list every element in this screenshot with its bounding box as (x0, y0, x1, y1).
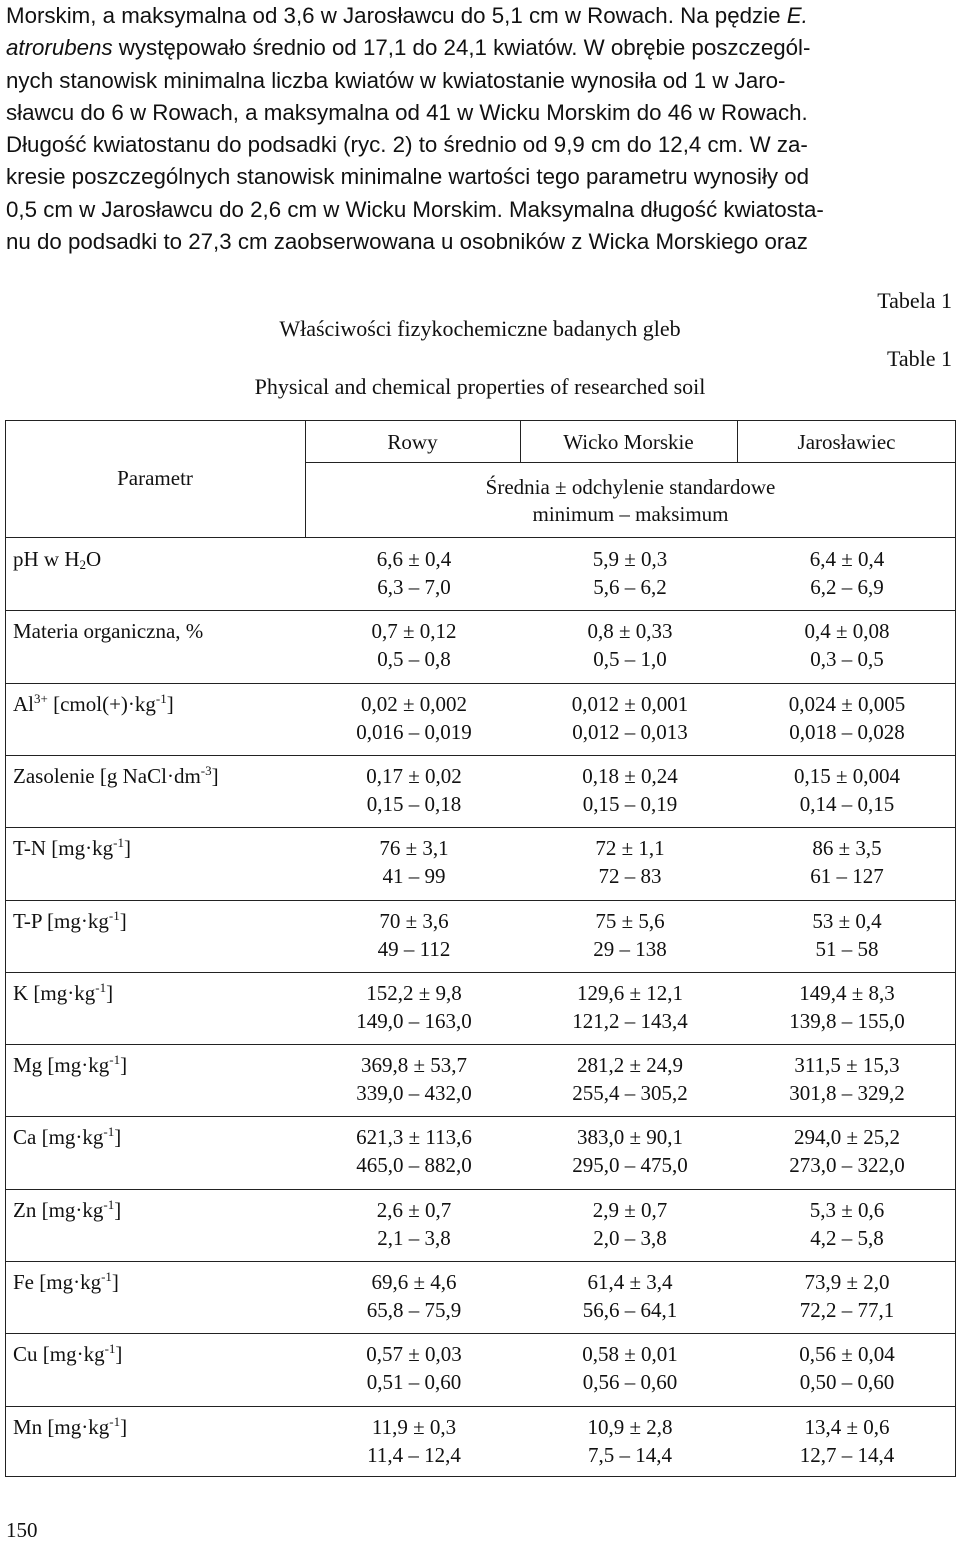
min-max-range: 0,016 – 0,019 (356, 719, 472, 744)
mean-sd-value: 281,2 ± 24,9 (576, 1053, 684, 1077)
value-cell-c3 (737, 1341, 957, 1396)
mean-sd-value: 86 ± 3,5 (812, 836, 882, 860)
mean-sd-value: 621,3 ± 113,6 (356, 1125, 472, 1149)
row-parameter-label (13, 763, 219, 793)
row-separator (5, 1044, 956, 1045)
min-max-range: 0,51 – 0,60 (366, 1369, 462, 1394)
value-cell-c1 (304, 1269, 524, 1324)
paragraph-line-4: sławcu do 6 w Rowach, a maksymalna od 41 w Wicku Morskim do 46 w Rowach. (6, 99, 808, 125)
mean-sd-value: 0,56 ± 0,04 (799, 1342, 895, 1366)
value-cell-c1 (304, 1124, 524, 1179)
paragraph-line-6: kresie poszczególnych stanowisk minimalne wartości tego parametru wynosiły od (6, 164, 810, 190)
min-max-range: 0,018 – 0,028 (789, 719, 905, 744)
min-max-range: 72,2 – 77,1 (799, 1297, 895, 1322)
min-max-range: 295,0 – 475,0 (572, 1152, 688, 1177)
value-cell-c2 (520, 980, 740, 1035)
paragraph-line-1: Morskim, a maksymalna od 3,6 w Jarosławcu do 5,1 cm w Rowach. Na pędzie E. (6, 3, 808, 28)
param-text-part: Mg [mg·kg (13, 1053, 110, 1077)
row-separator (5, 972, 956, 973)
value-cell-c2 (520, 908, 740, 963)
param-text-part: -1 (101, 1269, 112, 1284)
mean-sd-value: 294,0 ± 25,2 (793, 1125, 901, 1149)
mean-sd-value: 369,8 ± 53,7 (360, 1053, 468, 1077)
mean-sd-value: 61,4 ± 3,4 (587, 1270, 673, 1294)
value-cell-c3 (737, 546, 957, 601)
mean-sd-value: 70 ± 3,6 (379, 909, 449, 933)
mean-sd-value: 0,4 ± 0,08 (804, 619, 890, 643)
mean-sd-value: 53 ± 0,4 (812, 909, 882, 933)
param-text-part: pH w H (13, 547, 80, 571)
value-cell-c2 (520, 1414, 740, 1469)
row-parameter-label (13, 1341, 122, 1371)
param-text-part: Zn [mg·kg (13, 1198, 104, 1222)
param-text-part: 2 (79, 557, 86, 572)
min-max-range: 6,2 – 6,9 (810, 574, 884, 599)
paragraph-line-3: nych stanowisk minimalna liczba kwiatów w kwiatostanie wynosiła od 1 w Jaro- (6, 67, 786, 93)
mean-sd-value: 311,5 ± 15,3 (794, 1053, 900, 1077)
min-max-range: 0,5 – 0,8 (377, 646, 451, 671)
mean-sd-value: 0,02 ± 0,002 (360, 692, 468, 716)
param-text-part: Mn [mg·kg (13, 1415, 110, 1439)
value-cell-c3 (737, 908, 957, 963)
value-cell-c2 (520, 1341, 740, 1396)
param-text-part: ] (115, 1342, 123, 1366)
min-max-range: 29 – 138 (593, 936, 667, 961)
mean-sd-value: 0,17 ± 0,02 (366, 764, 462, 788)
value-cell-c3 (737, 1197, 957, 1252)
min-max-range: 121,2 – 143,4 (572, 1008, 688, 1033)
min-max-range: 4,2 – 5,8 (810, 1225, 884, 1250)
mean-sd-value: 149,4 ± 8,3 (799, 981, 895, 1005)
param-text-part: ] (123, 836, 131, 860)
paragraph-line-5: Długość kwiatostanu do podsadki (ryc. 2) to średnio od 9,9 cm do 12,4 cm. W za- (6, 132, 808, 158)
row-parameter-label (13, 618, 203, 646)
min-max-range: 12,7 – 14,4 (799, 1442, 895, 1467)
mean-sd-value: 0,15 ± 0,004 (793, 764, 901, 788)
min-max-range: 0,15 – 0,19 (582, 791, 678, 816)
param-text-part: ] (106, 981, 114, 1005)
row-separator (5, 610, 956, 611)
row-separator (5, 683, 956, 684)
mean-sd-value: 5,9 ± 0,3 (592, 547, 668, 571)
mean-sd-value: 6,6 ± 0,4 (376, 547, 452, 571)
table-label-en: Table 1 (886, 346, 952, 371)
value-cell-c3 (737, 1124, 957, 1179)
mean-sd-value: 73,9 ± 2,0 (804, 1270, 890, 1294)
value-cell-c3 (737, 618, 957, 673)
value-cell-c2 (520, 1124, 740, 1179)
min-max-range: 255,4 – 305,2 (572, 1080, 688, 1105)
value-cell-c3 (737, 691, 957, 746)
value-cell-c3 (737, 980, 957, 1035)
mean-sd-value: 13,4 ± 0,6 (804, 1415, 890, 1439)
mean-sd-value: 0,18 ± 0,24 (582, 764, 678, 788)
row-separator (5, 755, 956, 756)
min-max-range: 7,5 – 14,4 (588, 1442, 672, 1467)
col-header-rowy: Rowy (387, 430, 438, 454)
mean-sd-value: 129,6 ± 12,1 (576, 981, 684, 1005)
value-cell-c1 (304, 1052, 524, 1107)
param-text-part: Cu [mg·kg (13, 1342, 105, 1366)
row-separator (5, 1406, 956, 1407)
min-max-range: 0,012 – 0,013 (572, 719, 688, 744)
value-cell-c3 (737, 1269, 957, 1324)
min-max-range: 0,5 – 1,0 (593, 646, 667, 671)
paragraph-line-7: 0,5 cm w Jarosławcu do 2,6 cm w Wicku Morskim. Maksymalna długość kwiatosta- (6, 196, 824, 222)
mean-sd-value: 0,58 ± 0,01 (582, 1342, 678, 1366)
param-text-part: -1 (104, 1341, 116, 1356)
param-text-part: -1 (95, 980, 107, 995)
row-parameter-label (13, 835, 131, 865)
value-cell-c1 (304, 1414, 524, 1469)
min-max-range: 5,6 – 6,2 (593, 574, 667, 599)
param-text-part: ] (114, 1198, 122, 1222)
mean-sd-value: 152,2 ± 9,8 (366, 981, 462, 1005)
min-max-range: 139,8 – 155,0 (789, 1008, 905, 1033)
param-text-part: Ca [mg·kg (13, 1125, 104, 1149)
row-separator (5, 1261, 956, 1262)
param-text-part: Zasolenie [g NaCl·dm (13, 764, 201, 788)
value-cell-c2 (520, 835, 740, 890)
param-text-part: T-N [mg·kg (13, 836, 114, 860)
stat-header-line-1: Średnia ± odchylenie standardowe (485, 475, 776, 499)
row-parameter-label (13, 1052, 127, 1082)
min-max-range: 65,8 – 75,9 (366, 1297, 462, 1322)
min-max-range: 149,0 – 163,0 (356, 1008, 472, 1033)
col-header-jaroslawiec: Jarosławiec (797, 430, 896, 454)
param-text-part: ] (114, 1125, 122, 1149)
row-parameter-label (13, 908, 127, 938)
page-number: 150 (6, 1518, 38, 1542)
value-cell-c1 (304, 691, 524, 746)
min-max-range: 0,15 – 0,18 (366, 791, 462, 816)
header-bottom-rule (5, 537, 956, 538)
min-max-range: 51 – 58 (815, 936, 879, 961)
min-max-range: 0,56 – 0,60 (582, 1369, 678, 1394)
mean-sd-value: 383,0 ± 90,1 (576, 1125, 684, 1149)
value-cell-c1 (304, 1341, 524, 1396)
mean-sd-value: 6,4 ± 0,4 (809, 547, 885, 571)
min-max-range: 273,0 – 322,0 (789, 1152, 905, 1177)
row-parameter-label (13, 1197, 121, 1227)
row-parameter-label (13, 980, 113, 1010)
param-text-part: ] (166, 692, 174, 716)
mean-sd-value: 11,9 ± 0,3 (371, 1415, 457, 1439)
table-label-pl: Tabela 1 (877, 288, 952, 313)
param-text-part: ] (120, 1415, 128, 1439)
col-header-parametr: Parametr (117, 466, 193, 490)
min-max-range: 61 – 127 (810, 863, 884, 888)
min-max-range: 56,6 – 64,1 (582, 1297, 678, 1322)
min-max-range: 11,4 – 12,4 (367, 1442, 461, 1467)
param-text-part: O (86, 547, 102, 571)
mean-sd-value: 10,9 ± 2,8 (587, 1415, 673, 1439)
min-max-range: 0,3 – 0,5 (810, 646, 884, 671)
param-text-part: Al (13, 692, 34, 716)
value-cell-c1 (304, 763, 524, 818)
min-max-range: 465,0 – 882,0 (356, 1152, 472, 1177)
param-text-part: ] (119, 909, 127, 933)
min-max-range: 0,14 – 0,15 (799, 791, 895, 816)
mean-sd-value: 0,57 ± 0,03 (366, 1342, 462, 1366)
value-cell-c2 (520, 691, 740, 746)
min-max-range: 339,0 – 432,0 (356, 1080, 472, 1105)
value-cell-c2 (520, 1197, 740, 1252)
param-text-part: ] (211, 764, 219, 788)
value-cell-c1 (304, 980, 524, 1035)
value-cell-c2 (520, 1269, 740, 1324)
param-text-part: 3+ (34, 691, 48, 706)
value-cell-c3 (737, 1414, 957, 1469)
table-title-en: Physical and chemical properties of researched soil (254, 374, 706, 399)
min-max-range: 301,8 – 329,2 (789, 1080, 905, 1105)
row-parameter-label (13, 546, 101, 576)
param-text-part: -1 (109, 1052, 121, 1067)
value-cell-c3 (737, 1052, 957, 1107)
value-cell-c1 (304, 908, 524, 963)
mean-sd-value: 69,6 ± 4,6 (371, 1270, 457, 1294)
header-divider (305, 462, 956, 463)
mean-sd-value: 0,012 ± 0,001 (571, 692, 689, 716)
row-parameter-label (13, 1269, 119, 1299)
min-max-range: 6,3 – 7,0 (377, 574, 451, 599)
row-separator (5, 1189, 956, 1190)
row-separator (5, 900, 956, 901)
param-text-part: Materia organiczna, % (13, 619, 204, 643)
param-text-part: [cmol(+)·kg (47, 692, 156, 716)
mean-sd-value: 0,7 ± 0,12 (371, 619, 457, 643)
stat-header-line-2: minimum – maksimum (532, 502, 729, 526)
param-text-part: -1 (103, 1124, 115, 1139)
param-text-part: -1 (109, 1414, 121, 1429)
mean-sd-value: 2,9 ± 0,7 (592, 1198, 668, 1222)
value-cell-c2 (520, 763, 740, 818)
mean-sd-value: 75 ± 5,6 (595, 909, 665, 933)
param-text-part: -1 (113, 835, 124, 850)
table-title-pl: Właściwości fizykochemiczne badanych gleb (279, 316, 681, 341)
param-text-part: -1 (155, 691, 167, 706)
value-cell-c1 (304, 618, 524, 673)
param-text-part: K [mg·kg (13, 981, 96, 1005)
paragraph-line-8: nu do podsadki to 27,3 cm zaobserwowana u osobników z Wicka Morskiego oraz (6, 229, 808, 255)
min-max-range: 41 – 99 (382, 863, 446, 888)
value-cell-c3 (737, 763, 957, 818)
value-cell-c1 (304, 835, 524, 890)
row-separator (5, 1333, 956, 1334)
value-cell-c2 (520, 618, 740, 673)
mean-sd-value: 2,6 ± 0,7 (376, 1198, 452, 1222)
mean-sd-value: 5,3 ± 0,6 (809, 1198, 885, 1222)
param-text-part: -1 (108, 908, 120, 923)
paragraph-line-2: atrorubens występowało średnio od 17,1 do 24,1 kwiatów. W obrębie poszczegól- (6, 35, 811, 61)
min-max-range: 49 – 112 (377, 936, 451, 961)
param-text-part: ] (111, 1270, 119, 1294)
param-text-part: -1 (103, 1197, 115, 1212)
row-parameter-label (13, 691, 174, 721)
mean-sd-value: 72 ± 1,1 (595, 836, 665, 860)
param-text-part: -3 (200, 763, 212, 778)
value-cell-c2 (520, 1052, 740, 1107)
mean-sd-value: 0,8 ± 0,33 (587, 619, 673, 643)
value-cell-c2 (520, 546, 740, 601)
row-parameter-label (13, 1124, 121, 1154)
row-separator (5, 827, 956, 828)
mean-sd-value: 0,024 ± 0,005 (788, 692, 906, 716)
value-cell-c1 (304, 546, 524, 601)
param-text-part: T-P [mg·kg (13, 909, 109, 933)
body-paragraph (6, 0, 954, 258)
mean-sd-value: 76 ± 3,1 (379, 836, 449, 860)
value-cell-c1 (304, 1197, 524, 1252)
row-separator (5, 1116, 956, 1117)
min-max-range: 2,1 – 3,8 (377, 1225, 451, 1250)
param-text-part: Fe [mg·kg (13, 1270, 102, 1294)
value-cell-c3 (737, 835, 957, 890)
param-text-part: ] (120, 1053, 128, 1077)
row-parameter-label (13, 1414, 127, 1444)
min-max-range: 0,50 – 0,60 (799, 1369, 895, 1394)
min-max-range: 72 – 83 (598, 863, 662, 888)
min-max-range: 2,0 – 3,8 (593, 1225, 667, 1250)
col-header-wicko-morskie: Wicko Morskie (563, 430, 694, 454)
